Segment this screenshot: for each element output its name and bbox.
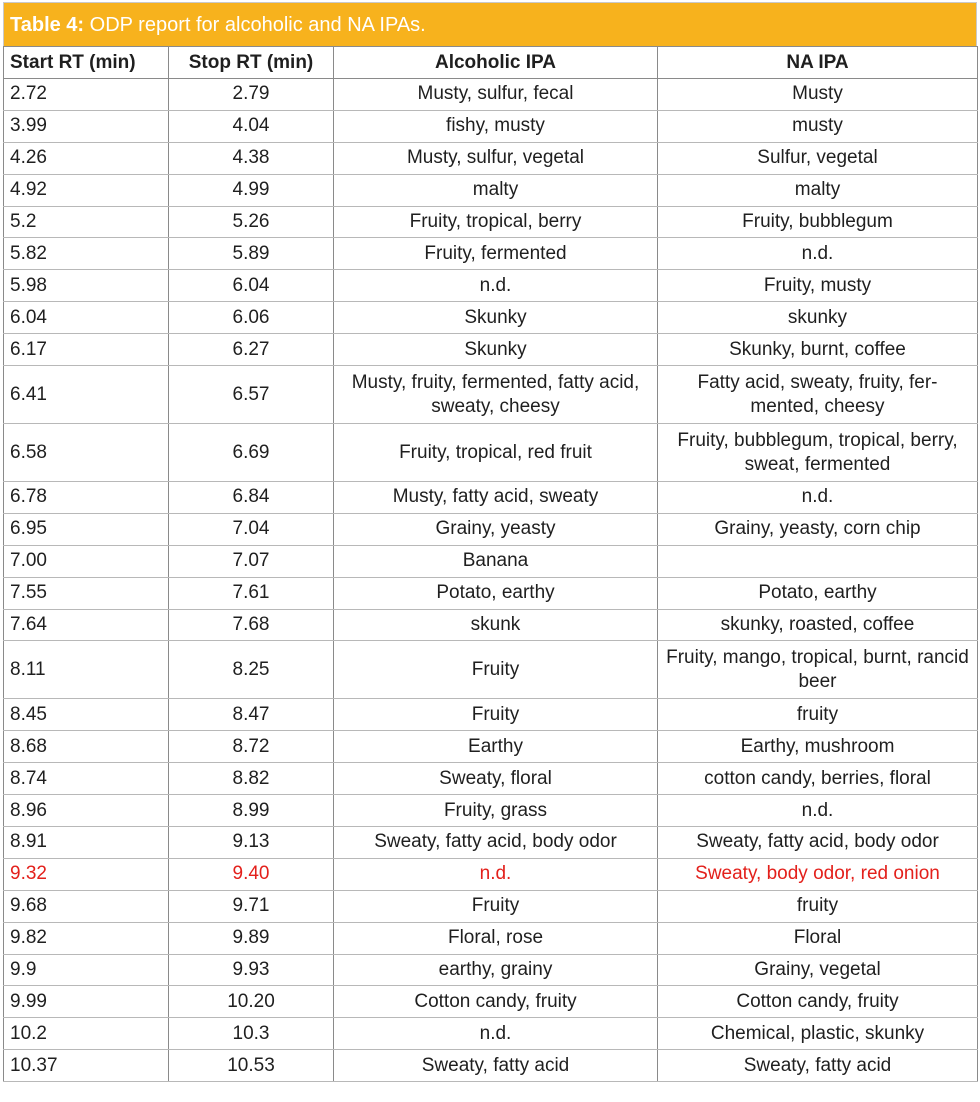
start-rt-cell: 6.41: [4, 366, 169, 424]
na-ipa-cell: n.d.: [658, 238, 978, 270]
alcoholic-ipa-cell: earthy, grainy: [334, 954, 658, 986]
start-rt-cell: 6.04: [4, 302, 169, 334]
table-row: [4, 302, 978, 334]
stop-rt-cell: 4.38: [169, 142, 334, 174]
alcoholic-ipa-cell: Grainy, yeasty: [334, 513, 658, 545]
alcoholic-ipa-cell: Fruity, fermented: [334, 238, 658, 270]
start-rt-cell: 4.26: [4, 142, 169, 174]
header-row: [4, 47, 978, 79]
stop-rt-cell: 6.69: [169, 424, 334, 482]
start-rt-cell: 6.17: [4, 334, 169, 366]
na-ipa-cell: fruity: [658, 890, 978, 922]
table-row: [4, 238, 978, 270]
alcoholic-ipa-cell: Banana: [334, 545, 658, 577]
table-row: [4, 513, 978, 545]
stop-rt-cell: 6.04: [169, 270, 334, 302]
table-row: [4, 922, 978, 954]
alcoholic-ipa-cell: Musty, sulfur, vegetal: [334, 142, 658, 174]
start-rt-cell: 5.98: [4, 270, 169, 302]
alcoholic-ipa-cell: Skunky: [334, 334, 658, 366]
na-ipa-cell: Sweaty, fatty acid: [658, 1050, 978, 1082]
alcoholic-ipa-cell: Musty, sulfur, fecal: [334, 79, 658, 111]
table-row: [4, 954, 978, 986]
na-ipa-cell: Fruity, bubblegum, tropical, berry, sweat, fermented: [658, 424, 978, 482]
col-header-alcoholic-ipa: Alcoholic IPA: [334, 47, 658, 79]
na-ipa-cell: Skunky, burnt, coffee: [658, 334, 978, 366]
table-row: [4, 482, 978, 514]
table-row: [4, 986, 978, 1018]
na-ipa-cell: Fruity, bubblegum: [658, 206, 978, 238]
start-rt-cell: 6.78: [4, 482, 169, 514]
na-ipa-cell: fruity: [658, 699, 978, 731]
stop-rt-cell: 7.68: [169, 609, 334, 641]
na-ipa-cell: Earthy, mushroom: [658, 731, 978, 763]
stop-rt-cell: 2.79: [169, 79, 334, 111]
alcoholic-ipa-cell: Fruity: [334, 699, 658, 731]
na-ipa-cell: Fruity, mango, tropical, burnt, rancid beer: [658, 641, 978, 699]
col-header-start-rt: Start RT (min): [4, 47, 169, 79]
stop-rt-cell: 4.04: [169, 110, 334, 142]
na-ipa-cell: Sulfur, vegetal: [658, 142, 978, 174]
alcoholic-ipa-cell: fishy, musty: [334, 110, 658, 142]
start-rt-cell: 8.68: [4, 731, 169, 763]
odp-table: [3, 46, 978, 1082]
alcoholic-ipa-cell: n.d.: [334, 858, 658, 890]
alcoholic-ipa-cell: Fruity, grass: [334, 795, 658, 827]
na-ipa-cell: Fruity, musty: [658, 270, 978, 302]
table-row: [4, 827, 978, 859]
table-row: [4, 142, 978, 174]
start-rt-cell: 4.92: [4, 174, 169, 206]
start-rt-cell: 9.32: [4, 858, 169, 890]
stop-rt-cell: 4.99: [169, 174, 334, 206]
na-ipa-cell: Musty: [658, 79, 978, 111]
alcoholic-ipa-cell: Sweaty, fatty acid: [334, 1050, 658, 1082]
table-row: [4, 270, 978, 302]
start-rt-cell: 9.82: [4, 922, 169, 954]
table-caption: [3, 2, 977, 46]
table-row: [4, 366, 978, 424]
stop-rt-cell: 8.82: [169, 763, 334, 795]
na-ipa-cell: skunky: [658, 302, 978, 334]
stop-rt-cell: 8.47: [169, 699, 334, 731]
alcoholic-ipa-cell: Fruity, tropical, red fruit: [334, 424, 658, 482]
stop-rt-cell: 8.99: [169, 795, 334, 827]
na-ipa-cell: Potato, earthy: [658, 577, 978, 609]
na-ipa-cell: n.d.: [658, 795, 978, 827]
stop-rt-cell: 9.89: [169, 922, 334, 954]
na-ipa-cell: Floral: [658, 922, 978, 954]
start-rt-cell: 7.00: [4, 545, 169, 577]
stop-rt-cell: 5.26: [169, 206, 334, 238]
na-ipa-cell: skunky, roasted, coffee: [658, 609, 978, 641]
start-rt-cell: 7.64: [4, 609, 169, 641]
alcoholic-ipa-cell: Floral, rose: [334, 922, 658, 954]
start-rt-cell: 9.68: [4, 890, 169, 922]
alcoholic-ipa-cell: Cotton candy, fruity: [334, 986, 658, 1018]
start-rt-cell: 9.99: [4, 986, 169, 1018]
na-ipa-cell: musty: [658, 110, 978, 142]
table-row: [4, 731, 978, 763]
start-rt-cell: 5.82: [4, 238, 169, 270]
alcoholic-ipa-cell: skunk: [334, 609, 658, 641]
stop-rt-cell: 9.93: [169, 954, 334, 986]
alcoholic-ipa-cell: Musty, fruity, fermented, fatty acid, sweaty, cheesy: [334, 366, 658, 424]
table-row: [4, 641, 978, 699]
start-rt-cell: 2.72: [4, 79, 169, 111]
table-row: [4, 1018, 978, 1050]
na-ipa-cell: Grainy, yeasty, corn chip: [658, 513, 978, 545]
na-ipa-cell: Chemical, plastic, skunky: [658, 1018, 978, 1050]
stop-rt-cell: 6.27: [169, 334, 334, 366]
stop-rt-cell: 6.57: [169, 366, 334, 424]
caption-label: Table 4:: [10, 14, 85, 36]
stop-rt-cell: 10.53: [169, 1050, 334, 1082]
table-row: [4, 763, 978, 795]
alcoholic-ipa-cell: Fruity: [334, 641, 658, 699]
na-ipa-cell: [658, 545, 978, 577]
stop-rt-cell: 10.3: [169, 1018, 334, 1050]
table-body: [4, 79, 978, 1082]
table-row: [4, 609, 978, 641]
alcoholic-ipa-cell: n.d.: [334, 1018, 658, 1050]
na-ipa-cell: Fatty acid, sweaty, fruity, fer- mented, cheesy: [658, 366, 978, 424]
table-row: [4, 890, 978, 922]
start-rt-cell: 10.2: [4, 1018, 169, 1050]
alcoholic-ipa-cell: n.d.: [334, 270, 658, 302]
col-header-na-ipa: NA IPA: [658, 47, 978, 79]
na-ipa-cell: Sweaty, body odor, red onion: [658, 858, 978, 890]
alcoholic-ipa-cell: Sweaty, fatty acid, body odor: [334, 827, 658, 859]
stop-rt-cell: 9.40: [169, 858, 334, 890]
alcoholic-ipa-cell: Skunky: [334, 302, 658, 334]
stop-rt-cell: 10.20: [169, 986, 334, 1018]
alcoholic-ipa-cell: Fruity, tropical, berry: [334, 206, 658, 238]
start-rt-cell: 9.9: [4, 954, 169, 986]
start-rt-cell: 3.99: [4, 110, 169, 142]
alcoholic-ipa-cell: malty: [334, 174, 658, 206]
table-row: [4, 110, 978, 142]
table-row: [4, 858, 978, 890]
stop-rt-cell: 8.72: [169, 731, 334, 763]
alcoholic-ipa-cell: Earthy: [334, 731, 658, 763]
start-rt-cell: 6.95: [4, 513, 169, 545]
stop-rt-cell: 7.04: [169, 513, 334, 545]
table-row: [4, 577, 978, 609]
table-row: [4, 795, 978, 827]
start-rt-cell: 8.11: [4, 641, 169, 699]
table-row: [4, 174, 978, 206]
start-rt-cell: 5.2: [4, 206, 169, 238]
alcoholic-ipa-cell: Sweaty, floral: [334, 763, 658, 795]
stop-rt-cell: 9.71: [169, 890, 334, 922]
na-ipa-cell: cotton candy, berries, floral: [658, 763, 978, 795]
table-row: [4, 1050, 978, 1082]
alcoholic-ipa-cell: Potato, earthy: [334, 577, 658, 609]
start-rt-cell: 10.37: [4, 1050, 169, 1082]
stop-rt-cell: 7.61: [169, 577, 334, 609]
start-rt-cell: 8.45: [4, 699, 169, 731]
start-rt-cell: 7.55: [4, 577, 169, 609]
stop-rt-cell: 9.13: [169, 827, 334, 859]
start-rt-cell: 6.58: [4, 424, 169, 482]
alcoholic-ipa-cell: Musty, fatty acid, sweaty: [334, 482, 658, 514]
table-row: [4, 424, 978, 482]
na-ipa-cell: Cotton candy, fruity: [658, 986, 978, 1018]
stop-rt-cell: 5.89: [169, 238, 334, 270]
na-ipa-cell: malty: [658, 174, 978, 206]
start-rt-cell: 8.91: [4, 827, 169, 859]
table-row: [4, 699, 978, 731]
odp-table-figure: [3, 2, 977, 1082]
na-ipa-cell: Sweaty, fatty acid, body odor: [658, 827, 978, 859]
table-row: [4, 334, 978, 366]
stop-rt-cell: 6.06: [169, 302, 334, 334]
stop-rt-cell: 6.84: [169, 482, 334, 514]
caption-text: ODP report for alcoholic and NA IPAs.: [84, 14, 426, 36]
na-ipa-cell: Grainy, vegetal: [658, 954, 978, 986]
start-rt-cell: 8.74: [4, 763, 169, 795]
stop-rt-cell: 7.07: [169, 545, 334, 577]
table-row: [4, 206, 978, 238]
start-rt-cell: 8.96: [4, 795, 169, 827]
table-row: [4, 545, 978, 577]
na-ipa-cell: n.d.: [658, 482, 978, 514]
alcoholic-ipa-cell: Fruity: [334, 890, 658, 922]
stop-rt-cell: 8.25: [169, 641, 334, 699]
col-header-stop-rt: Stop RT (min): [169, 47, 334, 79]
table-row: [4, 79, 978, 111]
